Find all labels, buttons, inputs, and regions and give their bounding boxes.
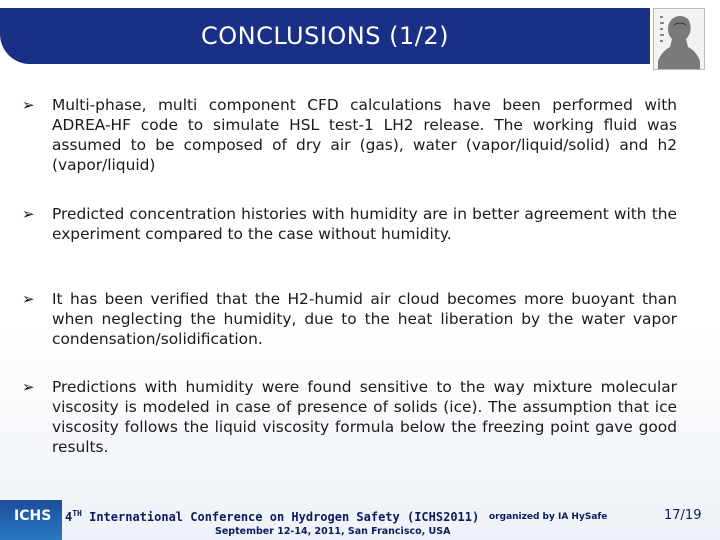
slide-title: CONCLUSIONS (1/2): [201, 22, 449, 50]
university-logo: [653, 8, 705, 70]
title-bar: [0, 8, 650, 64]
arrow-bullet-icon: ➢: [22, 205, 35, 223]
bullet-text: Multi-phase, multi component CFD calculations have been performed with ADREA-HF code to simulate HSL test-1 LH2 release. The working fluid was assumed to be composed of dry air (gas), water (vapor/liquid/solid) and h2 (vapor/liquid): [52, 96, 677, 174]
bullet-item: [22, 289, 677, 349]
bullet-item: [22, 204, 677, 244]
arrow-bullet-icon: ➢: [22, 290, 35, 308]
bullet-text: Predictions with humidity were found sensitive to the way mixture molecular viscosity is modeled in case of presence of solids (ice). The assumption that ice viscosity follows the liquid viscosity formula below the freezing point gave good results.: [52, 378, 677, 456]
page-number: 17/19: [664, 508, 702, 523]
bullet-item: [22, 95, 677, 175]
ichs-logo-text: ICHS: [14, 508, 52, 524]
conference-name: 4TH International Conference on Hydrogen Safety (ICHS2011): [65, 509, 480, 524]
arrow-bullet-icon: ➢: [22, 378, 35, 396]
bullet-item: [22, 377, 677, 457]
bullet-text: It has been verified that the H2-humid air cloud becomes more buoyant than when neglecting the humidity, due to the heat liberation by the water vapor condensation/solidification.: [52, 290, 677, 348]
philosopher-bust-icon: [654, 9, 704, 69]
conference-date-location: September 12-14, 2011, San Francisco, USA: [215, 526, 451, 537]
arrow-bullet-icon: ➢: [22, 96, 35, 114]
bullet-text: Predicted concentration histories with humidity are in better agreement with the experiment compared to the case without humidity.: [52, 205, 677, 243]
organizer-text: organized by IA HySafe: [489, 512, 608, 522]
